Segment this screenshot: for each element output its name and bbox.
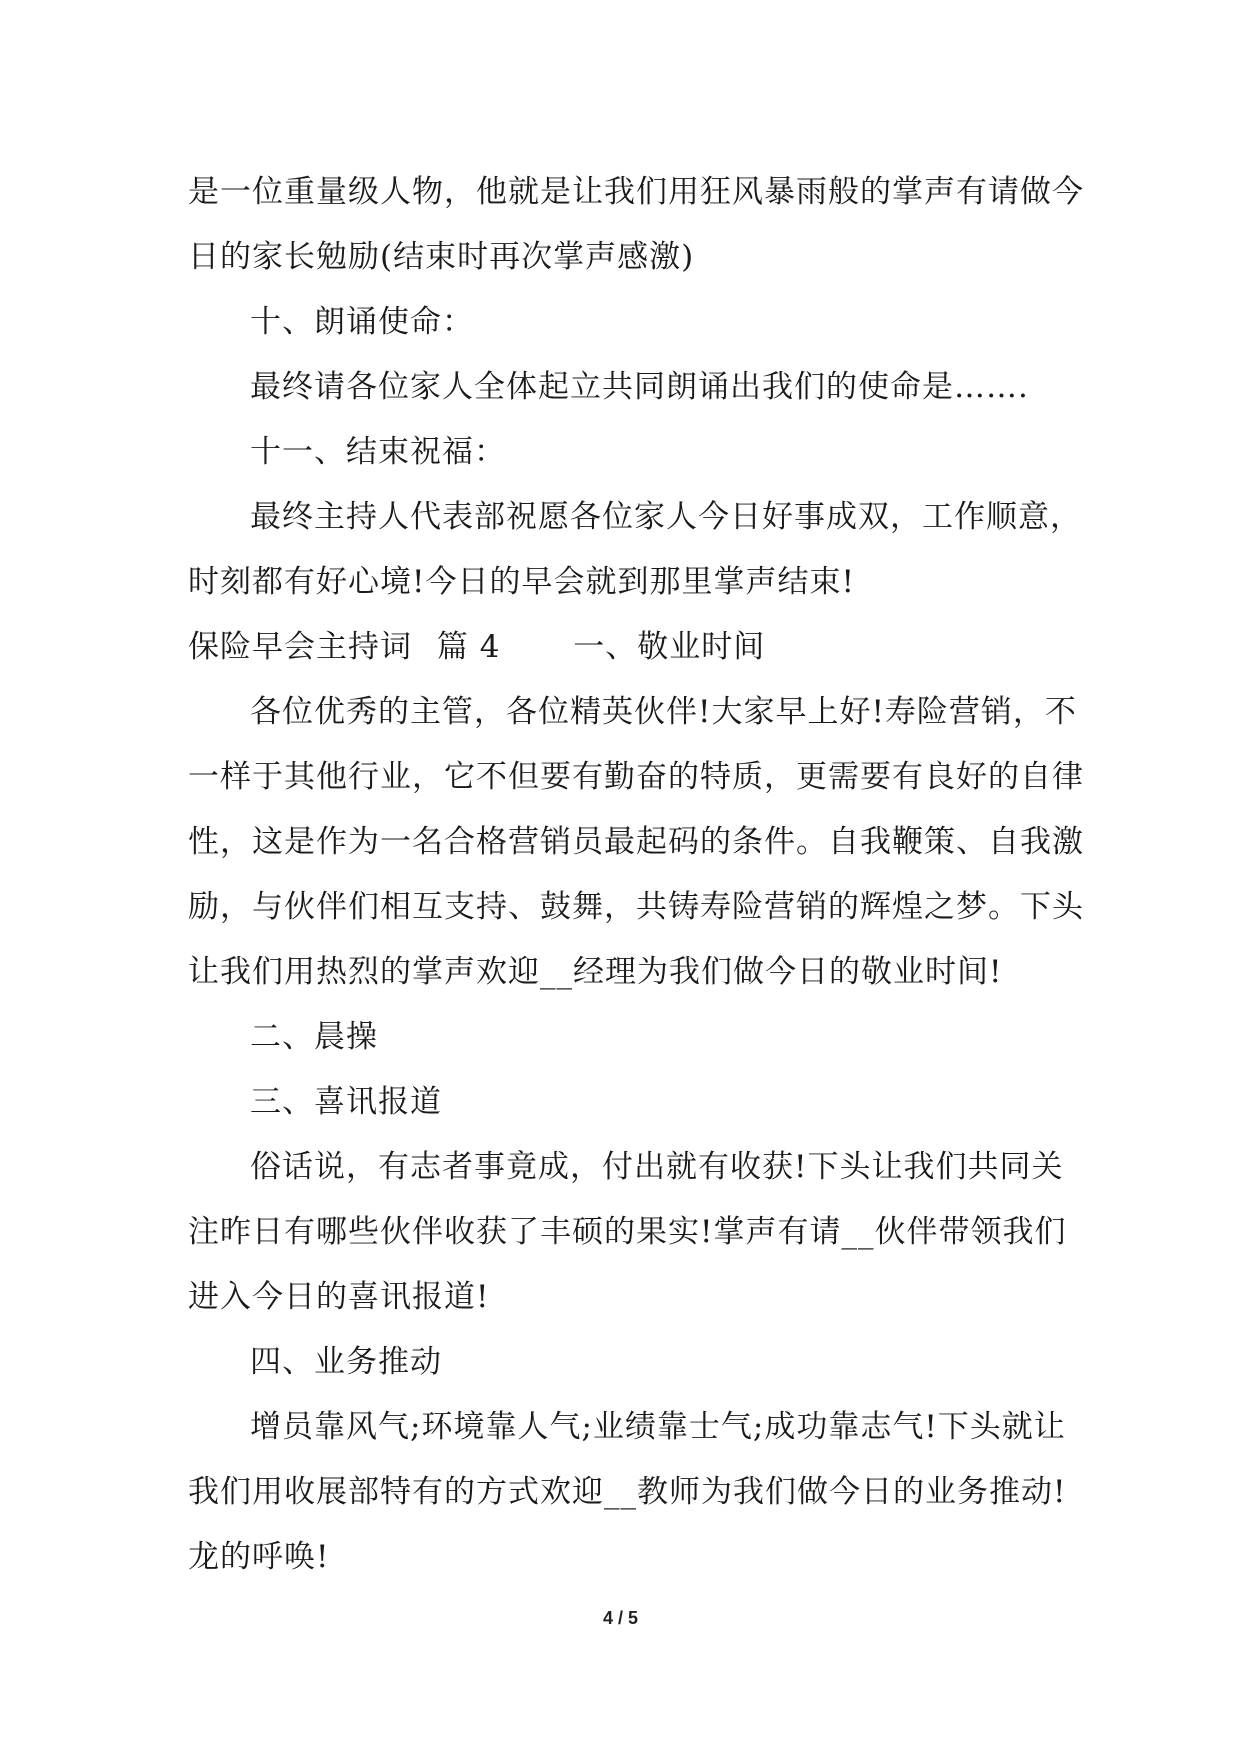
text-line: 让我们用热烈的掌声欢迎__经理为我们做今日的敬业时间! [188, 954, 1003, 990]
text-line: 四、业务推动 [250, 1344, 442, 1380]
text-line: 我们用收展部特有的方式欢迎__教师为我们做今日的业务推动! [188, 1474, 1067, 1510]
text-line: 性，这是作为一名合格营销员最起码的条件。自我鞭策、自我激 [188, 824, 1084, 860]
text-line: 最终主持人代表部祝愿各位家人今日好事成双，工作顺意， [250, 499, 1082, 535]
text-line: 三、喜讯报道 [250, 1084, 442, 1120]
text-line: 日的家长勉励(结束时再次掌声感激) [188, 239, 695, 275]
text-line: 最终请各位家人全体起立共同朗诵出我们的使命是……. [250, 369, 1029, 405]
text-line: 是一位重量级人物，他就是让我们用狂风暴雨般的掌声有请做今 [188, 174, 1084, 210]
text-line: 俗话说，有志者事竟成，付出就有收获!下头让我们共同关 [250, 1149, 1064, 1185]
section-title-line [188, 615, 1068, 680]
text-block-after-title [188, 680, 1084, 1590]
text-line: 励，与伙伴们相互支持、鼓舞，共铸寿险营销的辉煌之梦。下头 [188, 889, 1084, 925]
text-line: 十、朗诵使命： [250, 304, 474, 340]
section-part: 篇 4 [436, 629, 501, 665]
document-body [188, 160, 1084, 1590]
text-line: 时刻都有好心境!今日的早会就到那里掌声结束! [188, 564, 855, 600]
text-line: 进入今日的喜讯报道! [188, 1279, 490, 1315]
text-line: 二、晨操 [250, 1019, 378, 1055]
text-line: 注昨日有哪些伙伴收获了丰硕的果实!掌声有请__伙伴带领我们 [188, 1214, 1067, 1250]
section-first-heading: 一、敬业时间 [573, 629, 766, 665]
text-block-before-title [188, 160, 1084, 615]
page-number: 4 / 5 [602, 1608, 639, 1628]
text-line: 龙的呼唤! [188, 1539, 330, 1575]
text-line: 十一、结束祝福： [250, 434, 506, 470]
text-line: 增员靠风气;环境靠人气;业绩靠士气;成功靠志气!下头就让 [250, 1409, 1066, 1445]
text-line: 各位优秀的主管，各位精英伙伴!大家早上好!寿险营销，不 [250, 694, 1077, 730]
section-title: 保险早会主持词 [188, 629, 412, 665]
text-line: 一样于其他行业，它不但要有勤奋的特质，更需要有良好的自律 [188, 759, 1084, 795]
